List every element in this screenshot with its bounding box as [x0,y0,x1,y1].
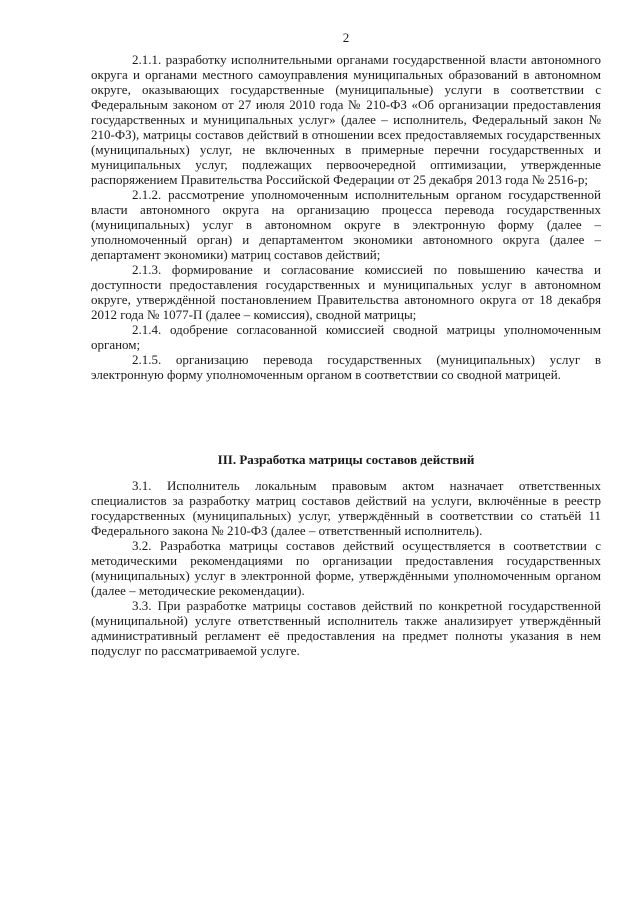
paragraph-3-3: 3.3. При разработке матрицы составов действий по конкретной государственной (муниципальной) услуге ответственный исполнитель также анализирует утверждённый административный регламент её предоставления на предмет полноты указания в нем подуслуг по рассматриваемой услуге. [91,598,601,658]
paragraph-3-1: 3.1. Исполнитель локальным правовым актом назначает ответственных специалистов за разработку матриц составов действий на услуги, включённые в реестр государственных (муниципальных) услуг, утверждённый в соответствии со статьёй 11 Федерального закона № 210-ФЗ (далее – ответственный исполнитель). [91,478,601,538]
page-number: 2 [342,30,350,45]
paragraph-2-1-3: 2.1.3. формирование и согласование комиссией по повышению качества и доступности предоставления государственных и муниципальных услуг в автономном округе, утверждённой постановлением Правительства автономного округа от 18 декабря 2012 года № 1077-П (далее – комиссия), сводной матрицы; [91,262,601,322]
section-2-items [91,52,601,382]
paragraph-2-1-5: 2.1.5. организацию перевода государственных (муниципальных) услуг в электронную форму уполномоченным органом в соответствии со сводной матрицей. [91,352,601,382]
paragraph-2-1-1: 2.1.1. разработку исполнительными органами государственной власти автономного округа и органами местного самоуправления муниципальных образований в автономном округе, оказывающих государственные (муниципальные) услуги в соответствии с Федеральным законом от 27 июля 2010 года № 210-ФЗ «Об организации предоставления государственных и муниципальных услуг» (далее – исполнитель, Федеральный закон № 210-ФЗ), матрицы составов действий в отношении всех предоставляемых государственных (муниципальных) услуг, не включенных в примерные перечни государственных и муниципальных услуг, подлежащих первоочередной оптимизации, утвержденные распоряжением Правительства Российской Федерации от 25 декабря 2013 года № 2516-р; [91,52,601,187]
section-3-items [91,478,601,658]
paragraph-3-2: 3.2. Разработка матрицы составов действий осуществляется в соответствии с методическими рекомендациями по организации предоставления государственных (муниципальных) услуг в электронной форме, утверждёнными уполномоченным органом (далее – методические рекомендации). [91,538,601,598]
paragraph-2-1-4: 2.1.4. одобрение согласованной комиссией сводной матрицы уполномоченным органом; [91,322,601,352]
section-3-heading: III. Разработка матрицы составов действий [217,452,475,467]
paragraph-2-1-2: 2.1.2. рассмотрение уполномоченным исполнительным органом государственной власти автономного округа на организацию процесса перевода государственных (муниципальных) услуг в автономном округе в электронную форму (далее – уполномоченный орган) и департаментом экономики автономного округа (далее – департамент экономики) матриц составов действий; [91,187,601,262]
